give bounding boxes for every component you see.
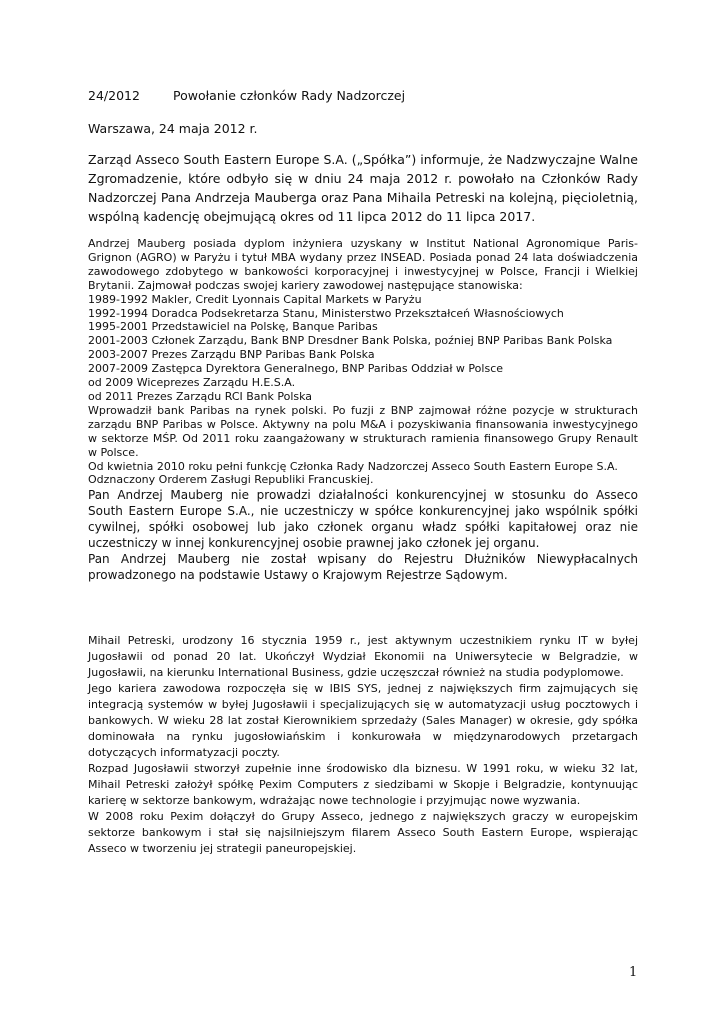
announcement-title: Powołanie członków Rady Nadzorczej bbox=[173, 88, 406, 103]
petreski-paragraph: Rozpad Jugosławii stworzył zupełnie inne środowisko dla biznesu. W 1991 roku, w wieku 32 lat, Mihail Petreski założył spółkę Pexim Computers z siedzibami w Skopje i Belgradzie, kontynuując karierę w sektorze bankowym, wdrażając nowe technologie i przyjmując nowe wyzwania. bbox=[88, 762, 638, 807]
position-item: 1989-1992 Makler, Credit Lyonnais Capital Markets w Paryżu bbox=[88, 292, 422, 306]
position-item: od 2011 Prezes Zarządu RCI Bank Polska bbox=[88, 389, 313, 403]
petreski-section bbox=[88, 633, 638, 857]
mauberg-paribas: Wprowadził bank Paribas na rynek polski. Po fuzji z BNP zajmował różne pozycje w strukturach zarządu BNP Paribas w Polsce. Aktywny na polu M&A i pozyskiwania finansowania inwestycyjnego w sektorze MŚP. Od 2011 roku zaangażowany w strukturach ramienia finansowego Grupy Renault w Polsce. bbox=[88, 403, 638, 459]
position-item: od 2009 Wiceprezes Zarządu H.E.S.A. bbox=[88, 376, 296, 390]
date-line: Warszawa, 24 maja 2012 r. bbox=[88, 121, 258, 136]
position-item: 1995-2001 Przedstawiciel na Polskę, Banque Paribas bbox=[88, 320, 378, 334]
announcement-header bbox=[88, 88, 405, 103]
petreski-paragraph: W 2008 roku Pexim dołączył do Grupy Asseco, jednego z największych graczy w europejskim sektorze bankowym i stał się najsilniejszym filarem Asseco South Eastern Europe, wspierając Asseco w tworzeniu jej strategii paneuropejskiej. bbox=[88, 810, 638, 855]
position-item: 2007-2009 Zastępca Dyrektora Generalnego, BNP Paribas Oddział w Polsce bbox=[88, 362, 504, 376]
mauberg-section bbox=[88, 237, 638, 583]
mauberg-noncompete: Pan Andrzej Mauberg nie prowadzi działalności konkurencyjnej w stosunku do Asseco South Eastern Europe S.A., nie uczestniczy w spółce konkurencyjnej jako wspólnik spółki cywilnej, spółki osobowej lub jako członek organu władz spółki kapitałowej oraz nie uczestniczy w innej konkurencyjnej osobie prawnej jako członek jej organu. bbox=[88, 488, 638, 551]
lead-paragraph: Zarząd Asseco South Eastern Europe S.A. („Spółka”) informuje, że Nadzwyczajne Walne Zgromadzenie, które odbyło się w dniu 24 maja 2012 r. powołało na Członków Rady Nadzorczej Pana Andrzeja Mauberga oraz Pana Mihaila Petreski na kolejną, pięcioletnią, wspólną kadencję obejmującą okres od 11 lipca 2012 do 11 lipca 2017. bbox=[88, 152, 638, 224]
mauberg-board: Od kwietnia 2010 roku pełni funkcję Członka Rady Nadzorczej Asseco South Eastern Europe S.A. bbox=[88, 459, 618, 473]
mauberg-intro: Andrzej Mauberg posiada dyplom inżyniera uzyskany w Institut National Agronomique Paris-Grignon (AGRO) w Paryżu i tytuł MBA wydany przez INSEAD. Posiada ponad 24 lata doświadczenia zawodowego zdobytego w bankowości korporacyjnej i inwestycyjnej w Polsce, Francji i Wielkiej Brytanii. Zajmował podczas swojej kariery zawodowej następujące stanowiska: bbox=[88, 237, 638, 292]
position-item: 1992-1994 Doradca Podsekretarza Stanu, Ministerstwo Przekształceń Własnościowych bbox=[88, 306, 564, 320]
petreski-paragraph: Mihail Petreski, urodzony 16 stycznia 1959 r., jest aktywnym uczestnikiem rynku IT w byłej Jugosławii od ponad 20 lat. Ukończył Wydział Ekonomii na Uniwersytecie w Belgradzie, w Jugosławii, na kierunku International Business, gdzie uczęszczał również na studia podyplomowe. bbox=[88, 634, 638, 679]
position-item: 2003-2007 Prezes Zarządu BNP Paribas Bank Polska bbox=[88, 348, 375, 362]
announcement-number: 24/2012 bbox=[88, 88, 140, 103]
position-item: 2001-2003 Członek Zarządu, Bank BNP Dresdner Bank Polska, poźniej BNP Paribas Bank Polska bbox=[88, 334, 613, 348]
mauberg-order: Odznaczony Orderem Zasługi Republiki Francuskiej. bbox=[88, 473, 374, 487]
page-number: 1 bbox=[629, 965, 638, 980]
petreski-paragraph: Jego kariera zawodowa rozpoczęła się w IBIS SYS, jednej z największych firm zajmujących się integracją systemów w byłej Jugosławii i specjalizujących się w automatyzacji usług pocztowych i bankowych. W wieku 28 lat został Kierownikiem sprzedaży (Sales Manager) w okresie, gdy spółka dominowała na rynku jugosłowiańskim i konkurowała w międzynarodowych przetargach dotyczących informatyzacji poczty. bbox=[88, 682, 638, 759]
mauberg-register: Pan Andrzej Mauberg nie został wpisany do Rejestru Dłużników Niewypłacalnych prowadzonego na podstawie Ustawy o Krajowym Rejestrze Sądowym. bbox=[88, 552, 638, 583]
